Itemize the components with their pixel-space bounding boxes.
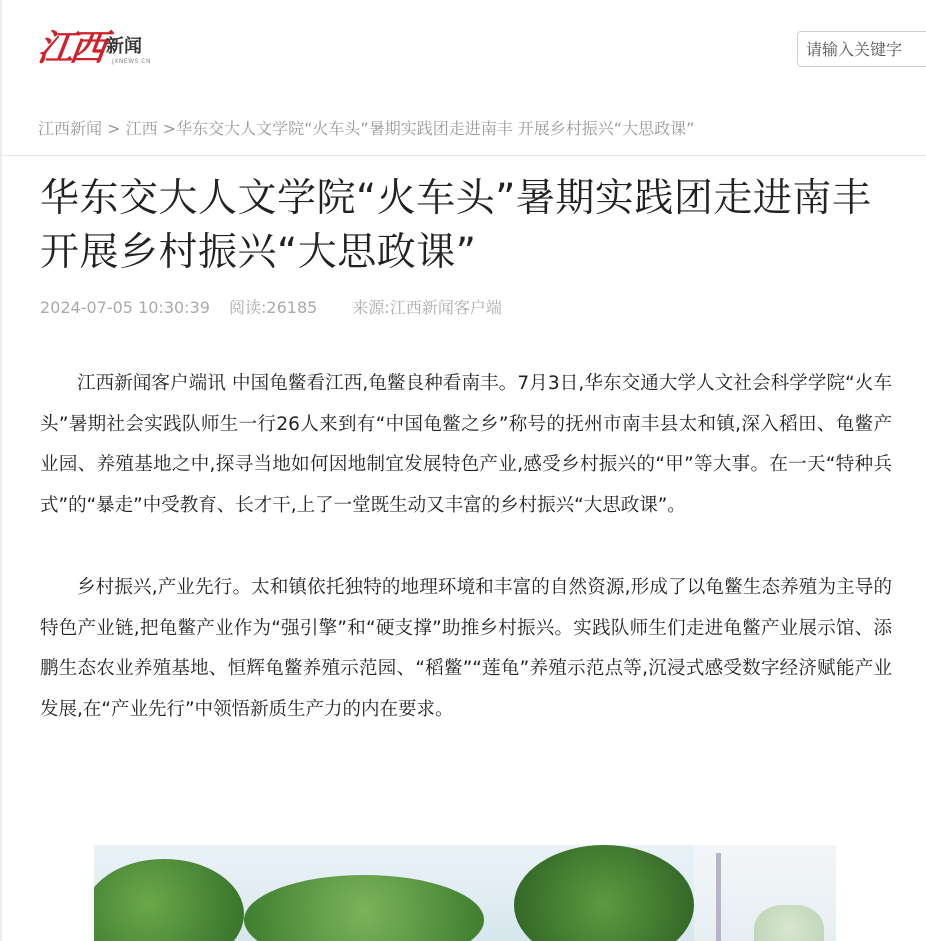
- article-read-count: 阅读:26185: [229, 298, 318, 317]
- article-source: 来源:江西新闻客户端: [352, 298, 502, 317]
- header-divider: [0, 155, 926, 156]
- logo-domain: JXNEWS.CN: [112, 58, 151, 65]
- article-datetime: 2024-07-05 10:30:39: [40, 298, 210, 317]
- breadcrumb: [38, 116, 694, 142]
- page-left-edge: [0, 0, 2, 941]
- site-header: [0, 0, 926, 100]
- site-logo[interactable]: [35, 27, 151, 72]
- article-meta: [40, 296, 516, 320]
- article-body: [40, 364, 892, 772]
- breadcrumb-link-jiangxi-news[interactable]: 江西新闻: [38, 119, 103, 138]
- breadcrumb-current-article[interactable]: 华东交大人文学院“火车头”暑期实践团走进南丰 开展乡村振兴“大思政课”: [176, 119, 695, 138]
- article-paragraph: 江西新闻客户端讯 中国龟鳖看江西,龟鳖良种看南丰。7月3日,华东交通大学人文社会科学学院“火车头”暑期社会实践队师生一行26人来到有“中国龟鳖之乡”称号的抚州市南丰县太和镇,深入稻田、龟鳖产业园、养殖基地之中,探寻当地如何因地制宜发展特色产业,感受乡村振兴的“甲”等大事。在一天“特种兵式”的“暴走”中受教育、长才干,上了一堂既生动又丰富的乡村振兴“大思政课”。: [40, 373, 892, 516]
- logo-brand-cn: 江西: [35, 27, 105, 69]
- logo-brand-news: 新闻: [106, 36, 142, 57]
- article-title: 华东交大人文学院“火车头”暑期实践团走进南丰 开展乡村振兴“大思政课”: [40, 176, 872, 275]
- article-photo: [94, 845, 836, 941]
- photo-tree: [244, 875, 484, 941]
- breadcrumb-link-jiangxi[interactable]: 江西: [125, 119, 158, 138]
- search-input[interactable]: [798, 32, 926, 66]
- search-box: [797, 31, 926, 67]
- photo-tree: [94, 859, 244, 941]
- breadcrumb-separator: >: [162, 119, 177, 138]
- photo-pole: [716, 853, 721, 941]
- photo-turtle-statue: [754, 905, 824, 941]
- article-paragraph: 乡村振兴,产业先行。太和镇依托独特的地理环境和丰富的自然资源,形成了以龟鳖生态养殖为主导的特色产业链,把龟鳖产业作为“强引擎”和“硬支撑”助推乡村振兴。实践队师生们走进龟鳖产业展示馆、添鹏生态农业养殖基地、恒辉龟鳖养殖示范园、“稻鳖”“莲龟”养殖示范点等,沉浸式感受数字经济赋能产业发展,在“产业先行”中领悟新质生产力的内在要求。: [40, 577, 892, 720]
- photo-tree: [514, 845, 694, 941]
- breadcrumb-separator: >: [107, 119, 121, 138]
